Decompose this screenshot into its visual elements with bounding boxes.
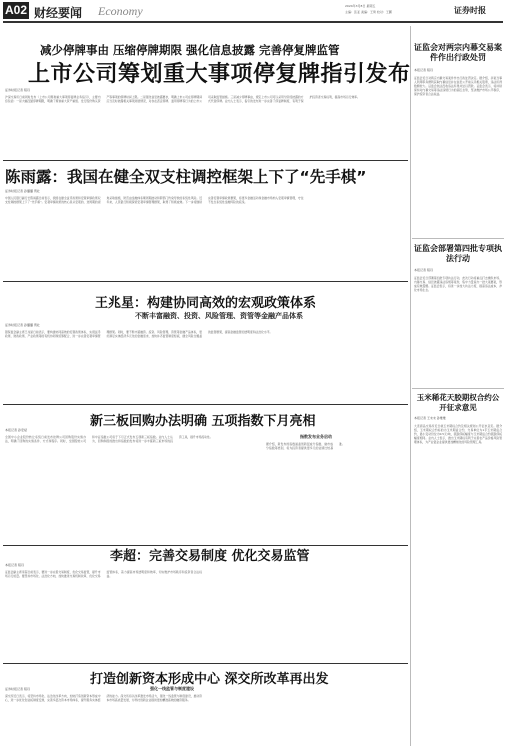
headline-subtitle: 不断丰富融资、投资、风险管理、资管等金融产品体系: [135, 312, 303, 320]
column-divider: [410, 26, 411, 746]
section-rule: [3, 404, 408, 405]
issue-info-date: 2024年3月8日 星期五: [345, 4, 376, 8]
headline-li-chao: 李超：完善交易制度 优化交易监管: [110, 549, 310, 564]
article-subheading: 强化一线监管与制度建设: [150, 686, 194, 691]
article-columns: [5, 435, 260, 543]
article-columns: [266, 442, 406, 542]
article-subheading: 指数发布业务启动: [300, 434, 332, 439]
headline-main: 上市公司筹划重大事项停复牌指引发布: [28, 62, 411, 87]
sidebar-byline: 本报记者 程丹: [414, 68, 433, 72]
article-kicker: 减少停牌事由 压缩停牌期限 强化信息披露 完善停复牌监管: [40, 43, 340, 57]
sidebar-headline: 玉米稀花天胶期权合约公开征求意见: [416, 393, 500, 412]
article-body: 证监会副主席李超日前表示，要进一步完善交易制度，优化交易监管，提升市场运行质量。要坚持市场化、法治化方向，加快推进交易机制改革，优化交易监管体系，着力提高市场透明度和效率，切实维护市场秩序和投资者合法权益。: [5, 570, 202, 578]
article-body: 全国中小企业股份转让系统日前发布挂牌公司回购股份实施办法，明确了回购的实施条件、方式和程序。同时，全国股转公司和中证指数公司将于下月正式发布五项新三板指数。业内人士认为，回购制度的推出和指数的发布将进一步丰富新三板市场的投资工具，提升市场流动性。: [5, 435, 213, 443]
sidebar-divider: [412, 388, 504, 389]
section-rule: [3, 281, 408, 282]
masthead: [0, 0, 506, 22]
article-byline: 证券时报记者 程丹: [5, 88, 30, 92]
article-byline: 证券时报记者 程丹: [5, 687, 30, 691]
section-rule: [3, 663, 408, 664]
section-subtitle: Economy: [98, 4, 143, 18]
article-body: 沪深交易所日前同时发布《上市公司筹划重大事项停复牌业务指引》，主要内容包括：一是大幅压缩停牌期限，明确了筹划重大资产重组、发行股份购买资产等事项的停牌时间上限。二是强化信息披露要求，明确上市公司在停牌期间应当及时披露相关事项进展情况，对存在恶意停牌、滥用停牌等行为的上市公司采取监管措施。三是减少停牌事由，规定上市公司可以采用分阶段披露的方式代替停牌。业内人士表示，指引的发布进一步完善了停复牌制度，有利于保护投资者交易权利，提高市场运行效率。: [5, 95, 360, 103]
headline-chen-yulu: 陈雨露：我国在健全双支柱调控框架上下了“先手棋”: [5, 168, 367, 186]
article-byline: 证券时报记者 孙璐璐 贾壮: [5, 189, 40, 193]
article-columns: [5, 196, 405, 278]
article-columns: [5, 95, 405, 157]
page-number: A02: [4, 3, 27, 17]
article-body: 据介绍，新发布的指数涵盖创新层成分指数、做市成分指数等类别，将为投资者提供更多元的业绩比较基准。: [266, 442, 345, 450]
headline-szse-reform: 打造创新资本形成中心 深交所改革再出发: [90, 672, 329, 687]
article-body: 深交所近日表示，将坚持市场化、法治化改革方向，加快打造创新资本形成中心，进一步优化创业板制度安排，完善多层次资本市场体系，提升服务实体经济的能力。深交所将以改革激发市场活力，强化一线监管与制度建设，推动资本市场高质量发展，为科技创新企业提供更加精准高效的融资服务。: [5, 694, 202, 702]
article-body: 银保监会副主席王兆星日前表示，要构建协同高效的宏观政策体系，实现货币政策、财政政策、产业政策等的有机协同和统筹配合，进一步完善宏观审慎管理框架。同时，要不断丰富融资、投资、风险管理、资管等金融产品体系，更好满足实体经济多元化的金融需求，加快补齐监管制度短板，健全风险全覆盖的监管框架，提高金融监管的透明度和法治化水平。: [5, 330, 273, 338]
sidebar-body: 证监会近日对两宗内幕交易案件作出行政处罚决定。据介绍，涉案当事人利用职务便利获取内幕信息并在信息公开前买卖相关股票，违法所得数额较大。证监会依法没收违法所得并处以罚款。证监会表示，将持续保持对内幕交易等违法违规行为的高压态势，坚决维护市场公平秩序，保护投资者合法权益。: [414, 76, 502, 96]
article-byline: 证券时报记者 孙璐璐 贾壮: [5, 323, 40, 327]
article-byline: 本报记者 程丹: [5, 563, 24, 567]
section-rule: [3, 160, 408, 161]
headline-neeq: 新三板回购办法明确 五项指数下月亮相: [90, 414, 316, 429]
article-columns: [5, 330, 405, 402]
sidebar-byline: 本报记者 王未未 孙维维: [414, 416, 446, 420]
paper-name: 证券时报: [454, 5, 486, 15]
sidebar-divider: [412, 238, 504, 239]
section-title: 财经要闻: [34, 6, 83, 20]
headline-wang-zhaoxing: 王兆星：构建协同高效的宏观政策体系: [95, 296, 317, 311]
article-byline: 本报记者 孙宏斌: [5, 428, 27, 432]
sidebar-body: 证监会近日部署第四批专项执法行动，此次行动将重点打击操纵市场、内幕交易、信息披露违法违规等案件，集中力量查办一批大案要案，形成有效震慑。证监会表示，将进一步加大执法力度，提高违法成本，净化市场生态。: [414, 276, 502, 292]
sidebar-body: 大连商品交易所近日就玉米期权合约及相关规则公开征求意见。据介绍，玉米期权合约标的为玉米期货合约，交易单位为1手玉米期货合约，最小变动价位为0.5元/吨，涨跌停板幅度与玉米期货合约涨跌停板幅度相同。业内人士表示，推出玉米期权有利于完善农产品价格风险管理体系，为产业链企业提供更加精细化的风险管理工具。: [414, 424, 502, 444]
sidebar-headline: 证监会对两宗内幕交易案件作出行政处罚: [414, 43, 502, 62]
sidebar-headline: 证监会部署第四批专项执法行动: [414, 244, 502, 263]
masthead-rule: [3, 21, 503, 23]
issue-info-editors: 主编：张亚 美编：王琦 校对：王鹏: [345, 10, 392, 14]
article-columns: [5, 570, 405, 660]
article-columns: [5, 694, 405, 746]
sidebar-byline: 本报记者 程丹: [414, 268, 433, 272]
article-body: 中国人民银行副行长陈雨露日前表示，我国在健全货币政策和宏观审慎政策双支柱调控框架上下了“先手棋”。宏观审慎政策的核心是从宏观的、逆周期的视角采取措施，防范由金融体系顺周期波动和跨部门传染导致的系统性风险。近年来，人民银行积极探索宏观审慎管理框架，取得了积极成效。下一步将继续完善宏观审慎政策框架，将更多金融活动和金融市场纳入宏观审慎管理，守住不发生系统性金融风险的底线。: [5, 196, 304, 204]
